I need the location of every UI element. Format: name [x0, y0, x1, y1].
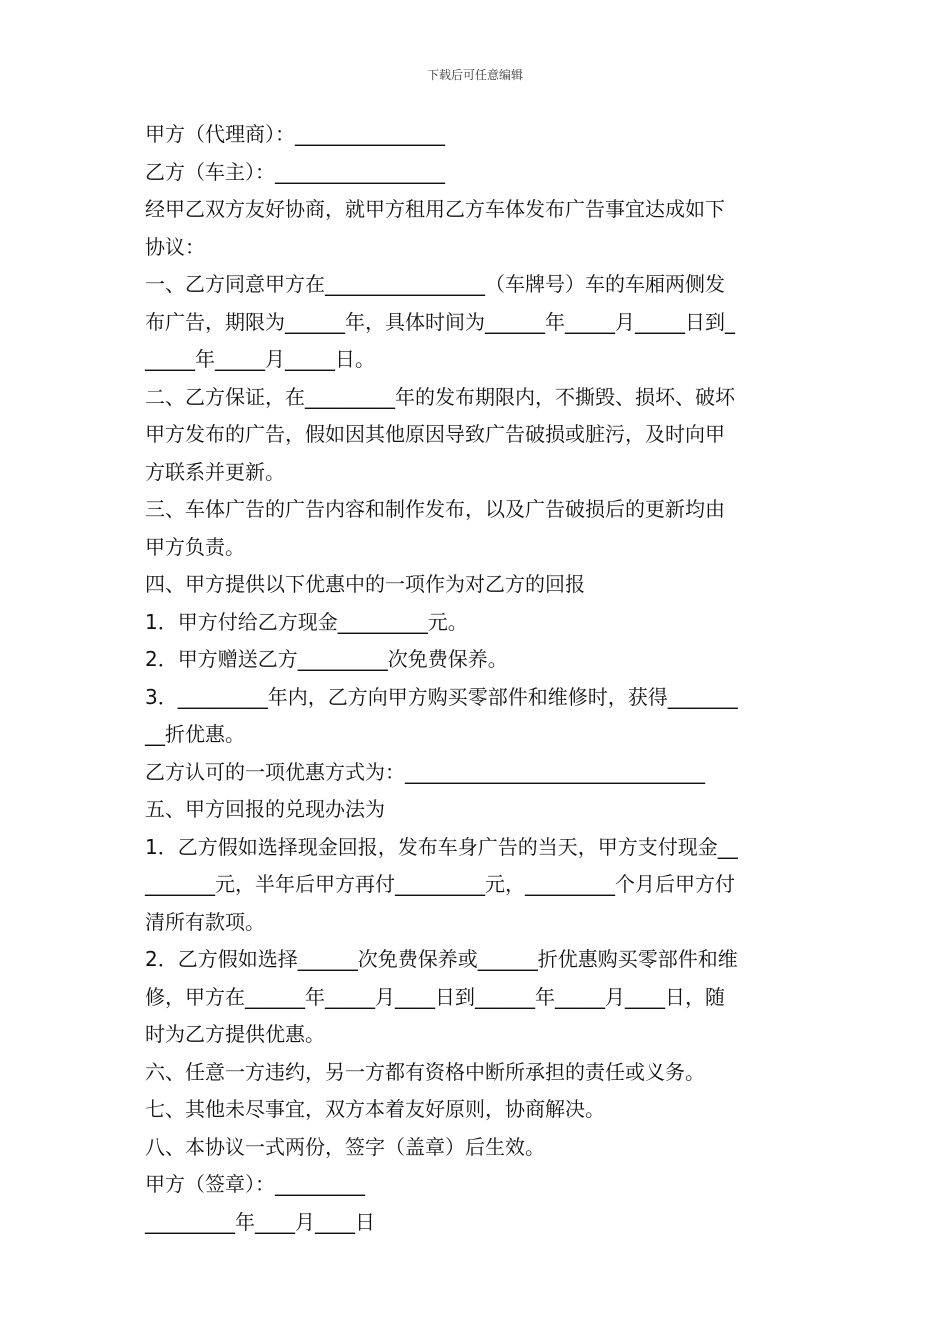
date-line: _________年____月____日: [145, 1209, 375, 1234]
clause-1-line-3: _____年_____月_____日。: [145, 347, 375, 371]
clause-4-option-1: 1．甲方付给乙方现金_________元。: [145, 609, 468, 634]
page-header: 下载后可任意编辑: [426, 68, 523, 82]
clause-4-option-2: 2．甲方赠送乙方_________次免费保养。: [145, 647, 508, 671]
clause-8-line: 八、本协议一式两份，签字（盖章）后生效。: [145, 1134, 545, 1159]
clause-5-item-2-line-2: 修，甲方在______年_____月____日到______年_____月____日，随: [145, 984, 725, 1009]
signature-line: 甲方（签章）：_________: [145, 1172, 365, 1196]
clause-5-item-1-line-2: _______元，半年后甲方再付_________元，_________个月后甲方付: [145, 872, 735, 896]
clause-5-item-2-line-3: 时为乙方提供优惠。: [145, 1022, 325, 1046]
party-a-line: 甲方（代理商）：_______________: [145, 122, 445, 146]
agreement-body: [145, 116, 810, 1241]
chosen-option-line: 乙方认可的一项优惠方式为：______________________________: [145, 759, 705, 784]
clause-7-line: 七、其他未尽事宜，双方本着友好原则，协商解决。: [145, 1097, 605, 1121]
clause-4-option-3-line-1: 3．_________年内，乙方向甲方购买零部件和维修时，获得_______: [145, 684, 738, 709]
clause-2-line-1: 二、乙方保证，在_________年的发布期限内，不撕毁、损坏、破坏: [145, 384, 735, 409]
clause-6-line: 六、任意一方违约，另一方都有资格中断所承担的责任或义务。: [145, 1059, 705, 1084]
clause-1-line-2: 布广告，期限为______年，具体时间为______年_____月_____日到_: [145, 309, 735, 334]
party-b-line: 乙方（车主）：_________________: [145, 159, 445, 184]
preamble-line-1: 经甲乙双方友好协商，就甲方租用乙方车体发布广告事宜达成如下: [145, 197, 725, 221]
clause-4-heading: 四、甲方提供以下优惠中的一项作为对乙方的回报: [145, 572, 585, 596]
preamble-line-2: 协议：: [145, 234, 205, 259]
clause-1-line-1: 一、乙方同意甲方在________________（车牌号）车的车厢两侧发: [145, 272, 725, 296]
clause-5-item-1-line-3: 清所有款项。: [145, 909, 265, 934]
clause-2-line-2: 甲方发布的广告，假如因其他原因导致广告破损或脏污，及时向甲: [145, 422, 725, 446]
clause-5-item-2-line-1: 2．乙方假如选择______次免费保养或______折优惠购买零部件和维: [145, 947, 738, 971]
clause-4-option-3-line-2: __折优惠。: [145, 722, 245, 746]
clause-5-item-1-line-1: 1．乙方假如选择现金回报，发布车身广告的当天，甲方支付现金__: [145, 834, 738, 859]
clause-3-line-1: 三、车体广告的广告内容和制作发布，以及广告破损后的更新均由: [145, 497, 725, 521]
clause-3-line-2: 甲方负责。: [145, 534, 245, 559]
clause-5-heading: 五、甲方回报的兑现办法为: [145, 797, 385, 821]
clause-2-line-3: 方联系并更新。: [145, 459, 285, 484]
